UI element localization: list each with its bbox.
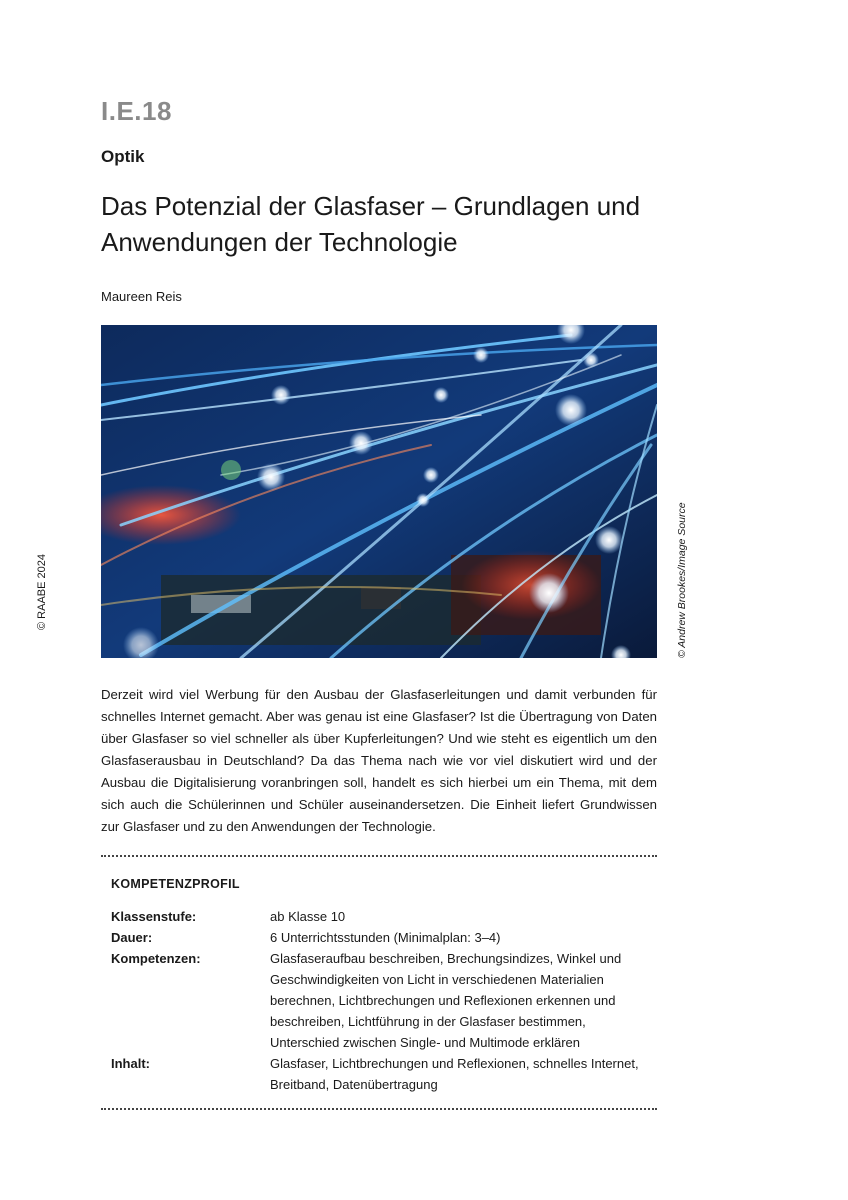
kp-label-klassenstufe: Klassenstufe:: [111, 909, 197, 924]
kp-value-dauer: 6 Unterrichtsstunden (Minimalplan: 3–4): [270, 930, 501, 945]
page-title: Das Potenzial der Glasfaser – Grundlagen und Anwendungen der Technologie: [101, 191, 641, 257]
kompetenzprofil-heading: KOMPETENZPROFIL: [111, 877, 240, 891]
kp-label-dauer: Dauer:: [111, 930, 153, 945]
unit-code: I.E.18: [101, 96, 172, 126]
kp-label-inhalt: Inhalt:: [111, 1056, 150, 1071]
kp-value-inhalt: Glasfaser, Lichtbrechungen und Reflexionen, schnelles Internet, Breitband, Datenübertragung: [270, 1056, 639, 1092]
intro-paragraph: Derzeit wird viel Werbung für den Ausbau der Glasfaserleitungen und damit verbunden für schnelles Internet gemacht. Aber was genau ist eine Glasfaser? Ist die Übertragung von Daten über Glasfaser so viel schneller als über Kupferleitungen? Und wie steht es eigentlich um den Glasfaserausbau in Deutschland? Da das Thema nach wie vor viel diskutiert wird und der Ausbau die Digitalisierung voranbringen soll, handelt es sich hierbei um ein Thema, mit dem sich auch die Schülerinnen und Schüler auseinandersetzen. Die Einheit liefert Grundwissen zur Glasfaser und zu den Anwendungen der Technologie.: [101, 687, 657, 834]
author-name: Maureen Reis: [101, 289, 182, 304]
subject-label: Optik: [101, 147, 145, 166]
dotted-divider-bottom: [101, 1108, 657, 1110]
fiber-optic-photo: [101, 325, 657, 658]
dotted-divider-top: [101, 855, 657, 857]
kp-value-klassenstufe: ab Klasse 10: [270, 909, 346, 924]
kp-label-kompetenzen: Kompetenzen:: [111, 951, 201, 966]
kp-value-kompetenzen: Glasfaseraufbau beschreiben, Brechungsindizes, Winkel und Geschwindigkeiten von Licht in verschiedenen Materialien berechnen, Lichtbrechungen und Reflexionen erkennen und beschreiben, Lichtführung in der Glasfaser bestimmen, Unterschied zwischen Single- und Multimode erklären: [270, 951, 622, 1050]
side-copyright: © RAABE 2024: [36, 554, 48, 630]
photo-credit: © Andrew Brookes/Image Source: [676, 502, 688, 658]
